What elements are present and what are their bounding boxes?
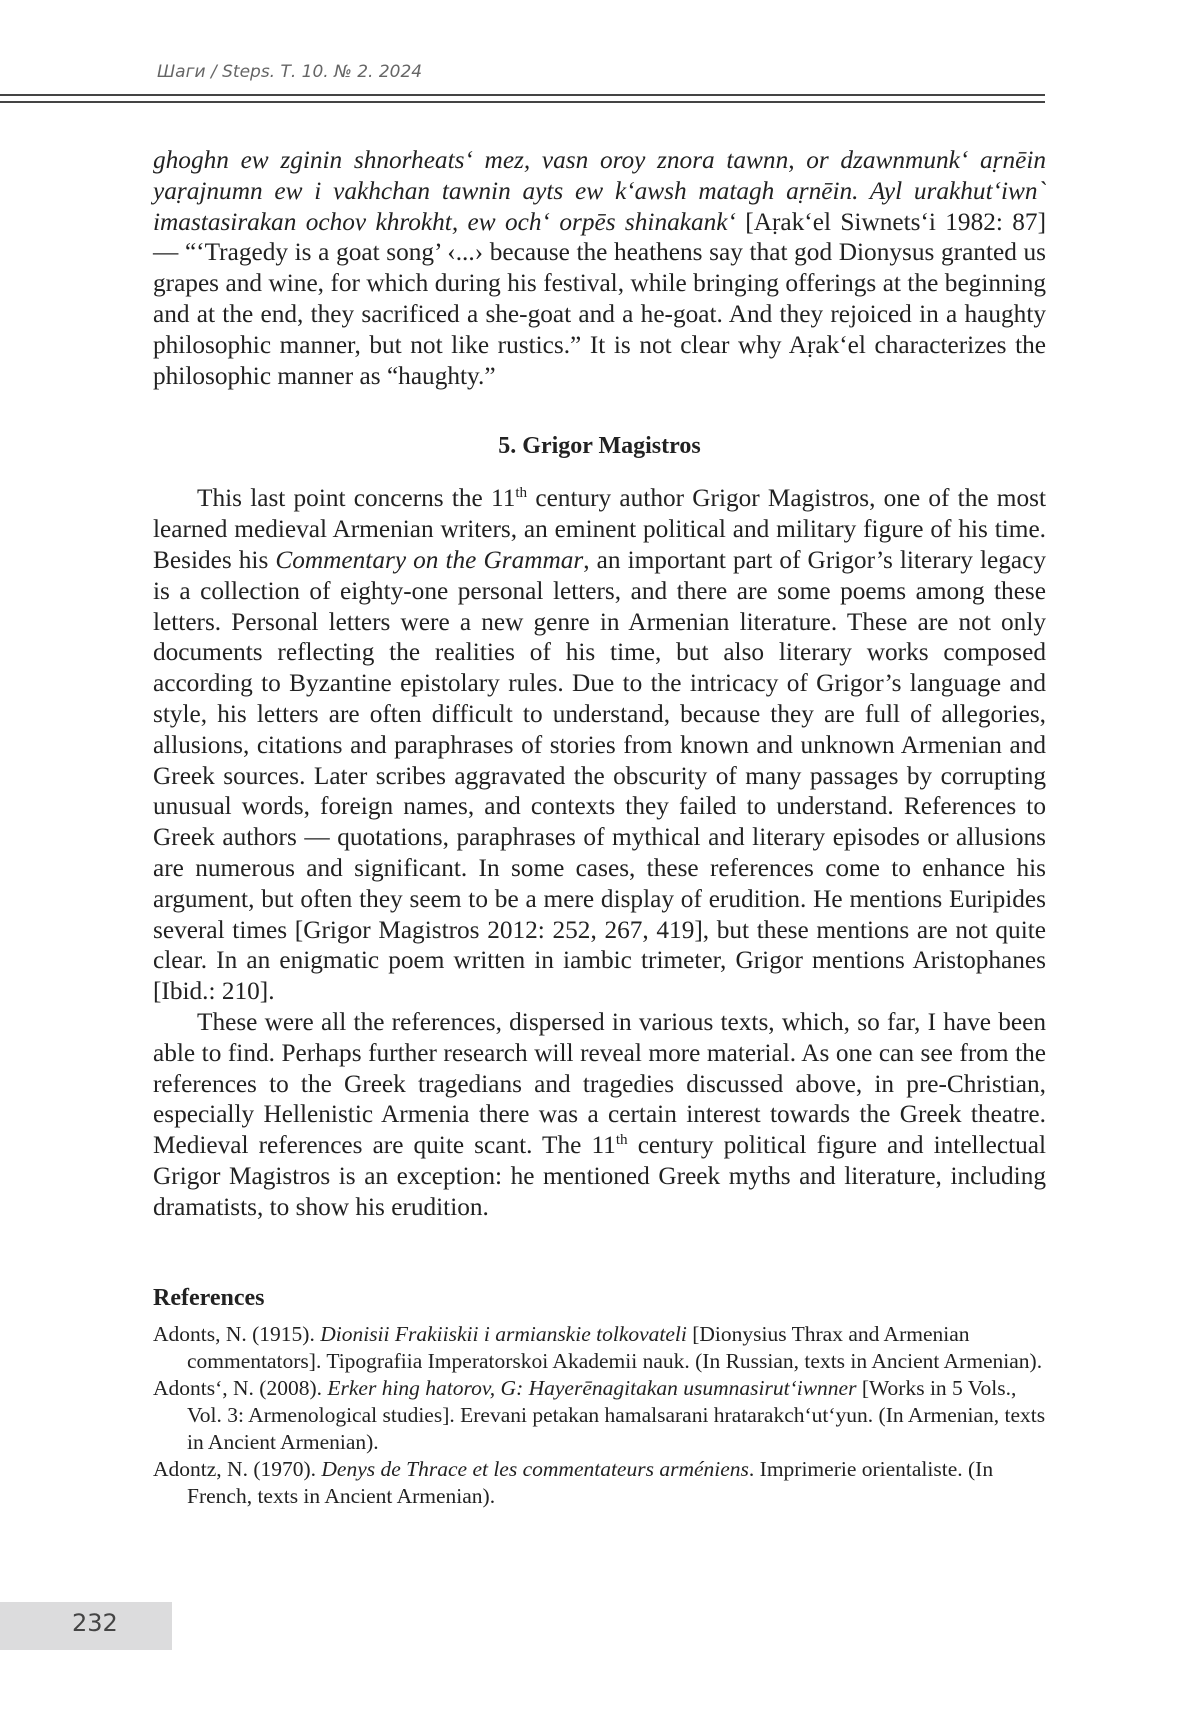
paragraph-text: century political figure and intellectual Grigor Magistros is an exception: he mentioned Greek myths and literature, including dramatists, to show his erudition. bbox=[153, 1131, 1046, 1221]
reference-title: Erker hing hatorov, G: Hayerēnagitakan usumnasirut‘iwnner bbox=[327, 1375, 857, 1400]
ordinal-suffix: th bbox=[615, 1131, 628, 1149]
section-paragraph-1 bbox=[153, 483, 1046, 1007]
references-title: References bbox=[153, 1284, 265, 1311]
reference-author: Adonts, N. (1915). bbox=[153, 1321, 321, 1346]
page-body bbox=[153, 145, 1046, 1510]
reference-title: Denys de Thrace et les commentateurs arméniens bbox=[321, 1456, 749, 1481]
ordinal-suffix: th bbox=[515, 484, 528, 502]
header-rule-bottom bbox=[0, 101, 1045, 103]
paragraph-text: century author Grigor Magistros, one of the most learned medieval Armenian writers, an eminent political and military figure of his time. Besides his bbox=[153, 484, 1046, 574]
reference-details: . Imprimerie orientaliste. (In French, texts in Ancient Armenian). bbox=[187, 1456, 994, 1508]
work-title: Commentary on the Grammar bbox=[275, 545, 584, 574]
reference-details: [Dionysius Thrax and Armenian commentators]. Tipografiia Imperatorskoi Akademii nauk. (In Russian, texts in Ancient Armenian). bbox=[187, 1321, 1043, 1373]
quote-translation: [Aṛak‘el Siwnets‘i 1982: 87] — “‘Tragedy is a goat song’ ‹...› because the heathens say that god Dionysus granted us grapes and wine, for which during his festival, while bringing offerings at the beginning and at the end, they sacrificed a she-goat and a he-goat. And they rejoiced in a haughty philosophic manner, but not like rustics.” It is not clear why Aṛak‘el characterizes the philosophic manner as “haughty.” bbox=[153, 207, 1046, 390]
reference-author: Adontz, N. (1970). bbox=[153, 1456, 322, 1481]
reference-details: [Works in 5 Vols., Vol. 3: Armenological studies]. Erevani petakan hamalsarani hratarakch‘ut‘yun. (In Armenian, texts in Ancient Armenian). bbox=[187, 1375, 1046, 1454]
reference-title: Dionisii Frakiiskii i armianskie tolkovateli bbox=[320, 1321, 687, 1346]
reference-item bbox=[153, 1321, 1046, 1375]
reference-author: Adonts‘, N. (2008). bbox=[153, 1375, 328, 1400]
reference-item bbox=[153, 1375, 1046, 1456]
page-number: 232 bbox=[72, 1609, 118, 1637]
paragraph-text: This last point concerns the 11 bbox=[197, 484, 516, 513]
continuation-paragraph bbox=[153, 145, 1046, 391]
section-title: 5. Grigor Magistros bbox=[498, 433, 701, 460]
running-head: Шаги / Steps. Т. 10. № 2. 2024 bbox=[157, 62, 423, 82]
paragraph-text: These were all the references, dispersed in various texts, which, so far, I have been able to find. Perhaps further research will reveal more material. As one can see from the references to the Greek tragedians and tragedies discussed above, in pre-Christian, especially Hellenistic Armenia there was a certain interest towards the Greek theatre. Medieval references are quite scant. The 11 bbox=[153, 1007, 1046, 1160]
header-rule-top bbox=[0, 94, 1045, 96]
armenian-quote: ghoghn ew zginin shnorheats‘ mez, vasn oroy znora tawnn, or dzawnmunk‘ aṛnēin yaṛajnumn ew i vakhchan tawnin ayts ew k‘awsh matagh aṛnēin. Ayl urakhut‘iwn` imastasirakan ochov khrokht, ew och‘ orpēs shinakank‘ bbox=[153, 146, 1046, 236]
paragraph-text: , an important part of Grigor’s literary legacy is a collection of eighty-one personal letters, and there are some poems among these letters. Personal letters were a new genre in Armenian literature. These are not only documents reflecting the realities of his time, but also literary works composed according to Byzantine epistolary rules. Due to the intricacy of Grigor’s language and style, his letters are often difficult to understand, because they are full of allegories, allusions, citations and paraphrases of stories from known and unknown Armenian and Greek sources. Later scribes aggravated the obscurity of many passages by corrupting unusual words, foreign names, and contexts they failed to understand. References to Greek authors — quotations, paraphrases of mythical and literary episodes or allusions are numerous and significant. In some cases, these references come to enhance his argument, but often they seem to be a mere display of erudition. He mentions Euripides several times [Grigor Magistros 2012: 252, 267, 419], but these mentions are not quite clear. In an enigmatic poem written in iambic trimeter, Grigor mentions Aristophanes [Ibid.: 210]. bbox=[153, 545, 1046, 1006]
reference-item bbox=[153, 1456, 1046, 1510]
section-paragraph-2 bbox=[153, 1007, 1046, 1223]
